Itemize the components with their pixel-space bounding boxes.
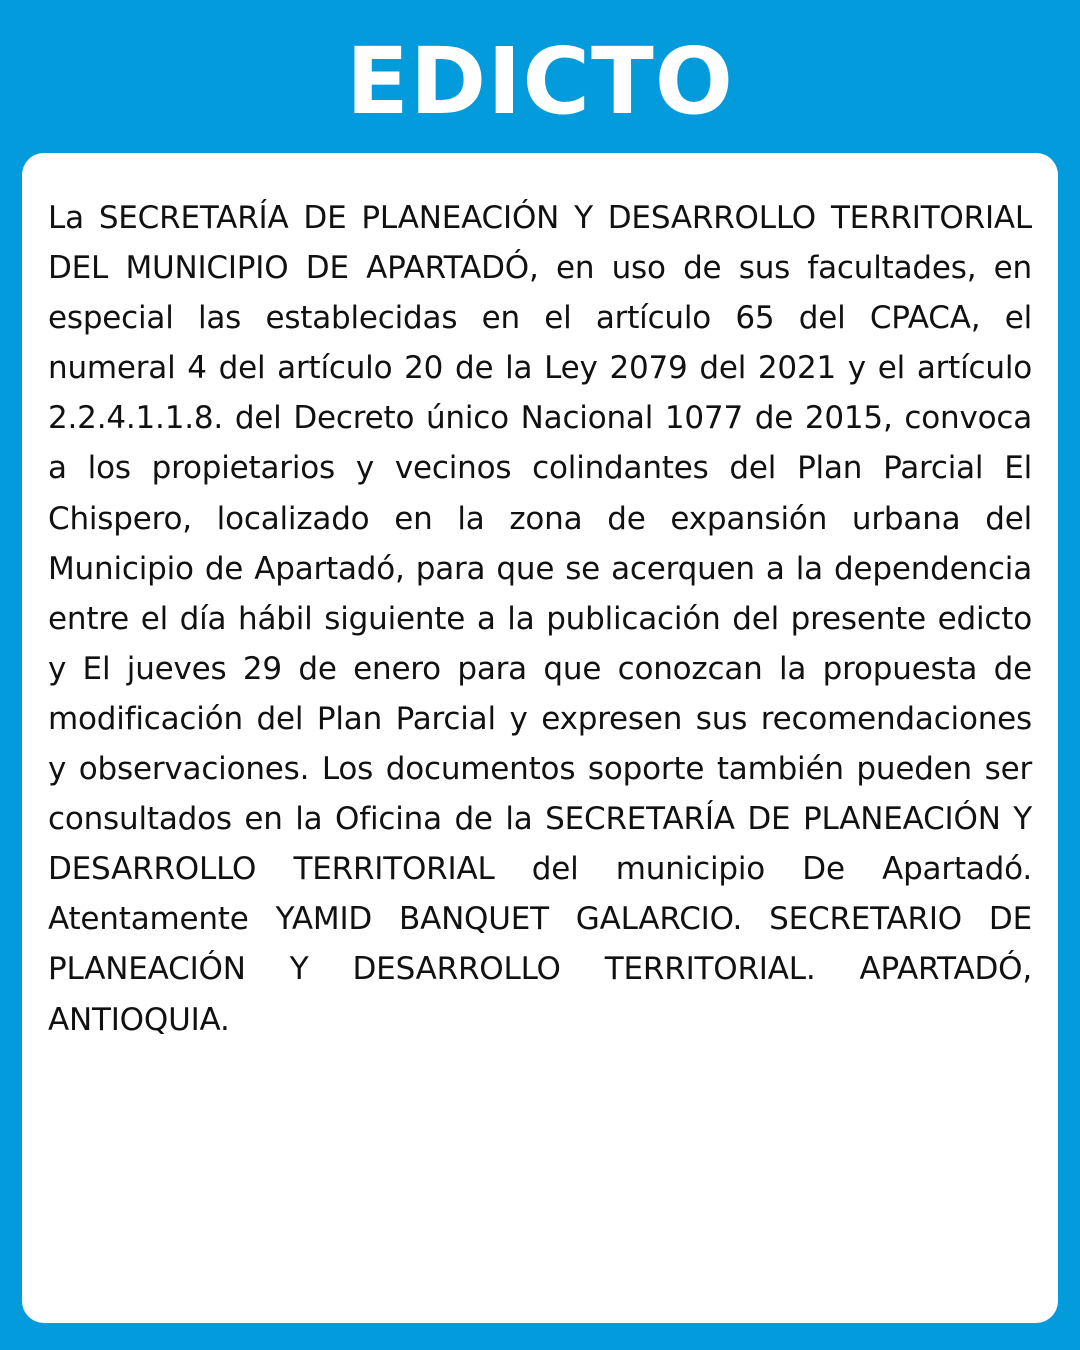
page-title: EDICTO <box>346 28 734 135</box>
edict-body-text: La SECRETARÍA DE PLANEACIÓN Y DESARROLLO TERRITORIAL DEL MUNICIPIO DE APARTADÓ, en uso de sus facultades, en especial las establecidas en el artículo 65 del CPACA, el numeral 4 del artículo 20 de la Ley 2079 del 2021 y el artículo 2.2.4.1.1.8. del Decreto único Nacional 1077 de 2015, convoca a los propietarios y vecinos colindantes del Plan Parcial El Chispero, localizado en la zona de expansión urbana del Municipio de Apartadó, para que se acerquen a la dependencia entre el día hábil siguiente a la publicación del presente edicto y El jueves 29 de enero para que conozcan la propuesta de modificación del Plan Parcial y expresen sus recomendaciones y observaciones. Los documentos soporte también pueden ser consultados en la Oficina de la SECRETARÍA DE PLANEACIÓN Y DESARROLLO TERRITORIAL del municipio De Apartadó. Atentamente YAMID BANQUET GALARCIO. SECRETARIO DE PLANEACIÓN Y DESARROLLO TERRITORIAL. APARTADÓ, ANTIOQUIA. <box>48 200 1032 1038</box>
edict-panel <box>22 153 1058 1323</box>
